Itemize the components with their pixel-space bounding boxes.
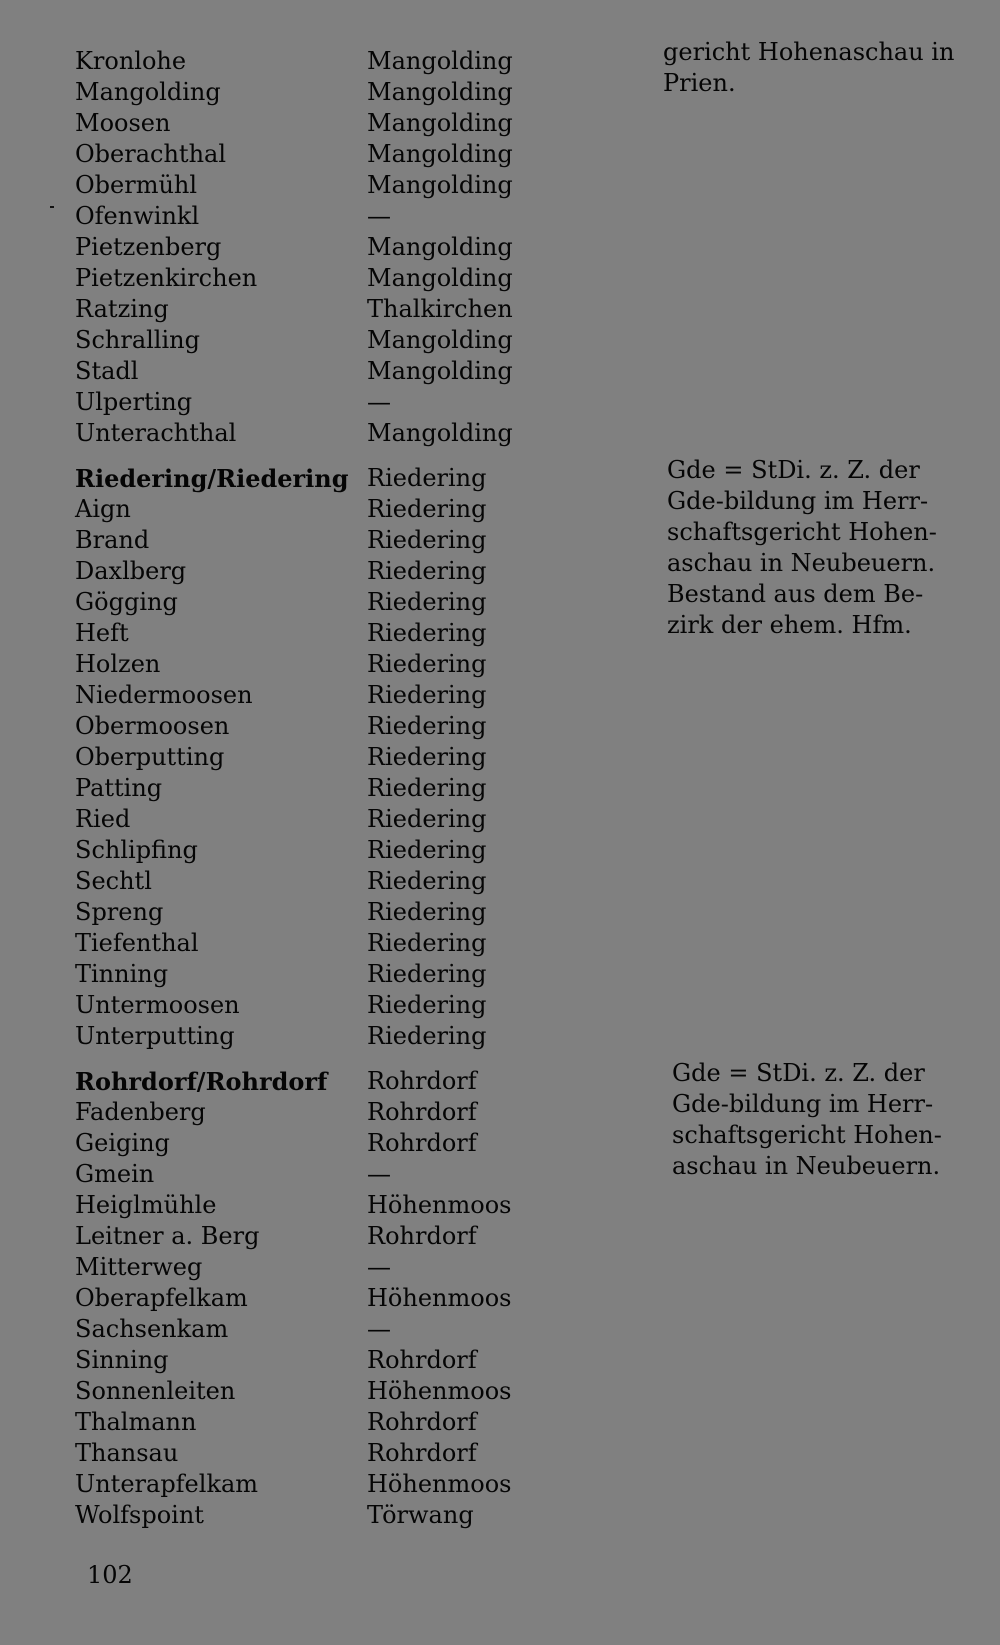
parish-name: Riedering bbox=[367, 557, 487, 585]
table-row bbox=[75, 835, 935, 866]
parish-name: — bbox=[367, 1253, 391, 1281]
place-name: Obermühl bbox=[75, 171, 198, 199]
parish-name: Riedering bbox=[367, 712, 487, 740]
table-row bbox=[75, 1469, 935, 1500]
parish-name: Riedering bbox=[367, 526, 487, 554]
parish-name: Rohrdorf bbox=[367, 1408, 477, 1436]
table-row bbox=[75, 1500, 935, 1531]
table-row bbox=[75, 1021, 935, 1052]
table-row bbox=[75, 263, 935, 294]
parish-name: Höhenmoos bbox=[367, 1191, 512, 1219]
parish-name: Thalkirchen bbox=[367, 295, 513, 323]
parish-name: Höhenmoos bbox=[367, 1470, 512, 1498]
table-row bbox=[75, 680, 935, 711]
place-name: Ulperting bbox=[75, 388, 193, 416]
table-row bbox=[75, 897, 935, 928]
table-row bbox=[75, 1221, 935, 1252]
parish-name: — bbox=[367, 1160, 391, 1188]
parish-name: Riedering bbox=[367, 650, 487, 678]
parish-name: Riedering bbox=[367, 805, 487, 833]
place-name: Geiging bbox=[75, 1129, 170, 1157]
parish-name: Riedering bbox=[367, 681, 487, 709]
parish-name: Törwang bbox=[367, 1501, 474, 1529]
place-name: Tinning bbox=[75, 960, 169, 988]
table-row bbox=[75, 1376, 935, 1407]
place-name: Leitner a. Berg bbox=[75, 1222, 260, 1250]
parish-name: Rohrdorf bbox=[367, 1222, 477, 1250]
place-name: Tiefenthal bbox=[75, 929, 199, 957]
parish-name: Rohrdorf bbox=[367, 1129, 477, 1157]
parish-name: Mangolding bbox=[367, 233, 513, 261]
table-row bbox=[75, 170, 935, 201]
table-row bbox=[75, 1252, 935, 1283]
parish-name: Mangolding bbox=[367, 357, 513, 385]
place-name: Gmein bbox=[75, 1160, 155, 1188]
parish-name: — bbox=[367, 202, 391, 230]
parish-name: Riedering bbox=[367, 495, 487, 523]
place-name: Brand bbox=[75, 526, 150, 554]
table-row bbox=[75, 1190, 935, 1221]
place-name: Thalmann bbox=[75, 1408, 197, 1436]
parish-name: Riedering bbox=[367, 619, 487, 647]
place-name: Untermoosen bbox=[75, 991, 240, 1019]
place-name: Ofenwinkl bbox=[75, 202, 200, 230]
place-name: Aign bbox=[75, 495, 131, 523]
parish-name: Riedering bbox=[367, 743, 487, 771]
place-name: Schlipfing bbox=[75, 836, 198, 864]
parish-name: Höhenmoos bbox=[367, 1284, 512, 1312]
place-name: Unterputting bbox=[75, 1022, 235, 1050]
table-row bbox=[75, 294, 935, 325]
table-row bbox=[75, 959, 935, 990]
table-row bbox=[75, 387, 935, 418]
parish-name: Riedering bbox=[367, 588, 487, 616]
table-row bbox=[75, 232, 935, 263]
table-row bbox=[75, 649, 935, 680]
place-name: Spreng bbox=[75, 898, 164, 926]
place-name: Niedermoosen bbox=[75, 681, 253, 709]
parish-name: — bbox=[367, 1315, 391, 1343]
place-name: Wolfspoint bbox=[75, 1501, 204, 1529]
place-name: Moosen bbox=[75, 109, 171, 137]
parish-name: Riedering bbox=[367, 464, 487, 492]
table-row bbox=[75, 773, 935, 804]
parish-name: Mangolding bbox=[367, 109, 513, 137]
place-name: Holzen bbox=[75, 650, 161, 678]
parish-name: Riedering bbox=[367, 898, 487, 926]
table-row bbox=[75, 1438, 935, 1469]
parish-name: Rohrdorf bbox=[367, 1346, 477, 1374]
table-row bbox=[75, 928, 935, 959]
place-name: Oberapfelkam bbox=[75, 1284, 248, 1312]
place-name: Heiglmühle bbox=[75, 1191, 217, 1219]
table-row bbox=[75, 866, 935, 897]
place-name: Sechtl bbox=[75, 867, 152, 895]
parish-name: Höhenmoos bbox=[367, 1377, 512, 1405]
table-row bbox=[75, 201, 935, 232]
table-row bbox=[75, 1314, 935, 1345]
parish-name: Rohrdorf bbox=[367, 1067, 477, 1095]
table-row bbox=[75, 804, 935, 835]
place-name: Mangolding bbox=[75, 78, 221, 106]
place-name: Riedering/Riedering bbox=[75, 464, 349, 493]
place-name: Kronlohe bbox=[75, 47, 187, 75]
place-name: Mitterweg bbox=[75, 1253, 203, 1281]
place-name: Pietzenkirchen bbox=[75, 264, 258, 292]
parish-name: Riedering bbox=[367, 960, 487, 988]
place-name: Schralling bbox=[75, 326, 200, 354]
section-note: Gde = StDi. z. Z. der Gde-bildung im Herr- schaftsgericht Hohen- aschau in Neubeuern. Bestand aus dem Be- zirk der ehem. Hfm. bbox=[667, 456, 937, 639]
place-name: Stadl bbox=[75, 357, 139, 385]
place-name: Oberputting bbox=[75, 743, 225, 771]
place-name: Oberachthal bbox=[75, 140, 227, 168]
place-name: Patting bbox=[75, 774, 163, 802]
place-name: Sonnenleiten bbox=[75, 1377, 236, 1405]
table-row bbox=[75, 711, 935, 742]
parish-name: Rohrdorf bbox=[367, 1439, 477, 1467]
table-row bbox=[75, 1345, 935, 1376]
table-row bbox=[75, 325, 935, 356]
place-name: Rohrdorf/Rohrdorf bbox=[75, 1067, 328, 1096]
table-row bbox=[75, 108, 935, 139]
place-name: Gögging bbox=[75, 588, 178, 616]
place-name: Sinning bbox=[75, 1346, 169, 1374]
parish-name: Mangolding bbox=[367, 264, 513, 292]
place-name: Thansau bbox=[75, 1439, 179, 1467]
parish-name: Riedering bbox=[367, 774, 487, 802]
place-name: Unterachthal bbox=[75, 419, 237, 447]
place-name: Sachsenkam bbox=[75, 1315, 229, 1343]
page-number: 102 bbox=[87, 1561, 133, 1589]
parish-name: Mangolding bbox=[367, 140, 513, 168]
table-row bbox=[75, 1283, 935, 1314]
parish-name: Riedering bbox=[367, 1022, 487, 1050]
parish-name: Riedering bbox=[367, 929, 487, 957]
place-name: Ratzing bbox=[75, 295, 169, 323]
section-note: Gde = StDi. z. Z. der Gde-bildung im Herr- schaftsgericht Hohen- aschau in Neubeuern. bbox=[672, 1059, 942, 1180]
table-row bbox=[75, 1407, 935, 1438]
parish-name: Riedering bbox=[367, 991, 487, 1019]
parish-name: Mangolding bbox=[367, 419, 513, 447]
parish-name: Rohrdorf bbox=[367, 1098, 477, 1126]
parish-name: Mangolding bbox=[367, 326, 513, 354]
parish-name: Mangolding bbox=[367, 47, 513, 75]
place-name: Ried bbox=[75, 805, 131, 833]
table-row bbox=[75, 742, 935, 773]
parish-name: Mangolding bbox=[367, 78, 513, 106]
place-name: Fadenberg bbox=[75, 1098, 206, 1126]
place-name: Unterapfelkam bbox=[75, 1470, 259, 1498]
section-note: gericht Hohenaschau in Prien. bbox=[663, 38, 955, 97]
place-name: Obermoosen bbox=[75, 712, 230, 740]
table-row bbox=[75, 356, 935, 387]
parish-name: — bbox=[367, 388, 391, 416]
table-row bbox=[75, 139, 935, 170]
parish-name: Riedering bbox=[367, 836, 487, 864]
place-name: Pietzenberg bbox=[75, 233, 222, 261]
place-name: Daxlberg bbox=[75, 557, 187, 585]
table-row bbox=[75, 418, 935, 449]
print-speck bbox=[50, 206, 54, 208]
parish-name: Riedering bbox=[367, 867, 487, 895]
table-row bbox=[75, 990, 935, 1021]
place-name: Heft bbox=[75, 619, 129, 647]
parish-name: Mangolding bbox=[367, 171, 513, 199]
